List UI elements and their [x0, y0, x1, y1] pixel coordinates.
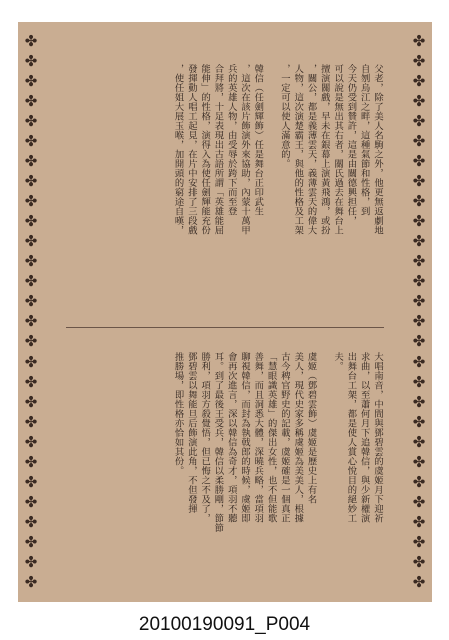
text-column: 自刎烏江之畔，這種氣節和性格，到 — [358, 64, 370, 216]
text-column: 合拜將，十足表現出古語所謂「英雄能屈 — [212, 64, 224, 235]
ornament-icon: ✤ — [412, 52, 426, 71]
ornament-icon: ✤ — [412, 572, 426, 590]
ornament-icon: ✤ — [412, 132, 426, 151]
text-column: 「慧眼識英雄」的傑出女性，也不但能歌 — [265, 352, 277, 523]
text-column: ，一定可以使人滿意的。 — [278, 64, 290, 169]
ornament-icon: ✤ — [412, 72, 426, 91]
text-column — [264, 64, 277, 334]
ornament-icon: ✤ — [24, 92, 38, 111]
ornament-icon: ✤ — [412, 212, 426, 231]
text-column: 求曲，以至蕭何月下追韓信，與少新權演 — [358, 352, 370, 523]
ornament-icon: ✤ — [24, 72, 38, 91]
text-column — [318, 352, 331, 588]
ornament-icon: ✤ — [24, 112, 38, 131]
ornament-icon: ✤ — [24, 572, 38, 590]
ornament-icon: ✤ — [24, 412, 38, 431]
ornament-icon: ✤ — [24, 212, 38, 231]
ornament-icon: ✤ — [24, 292, 38, 311]
text-column: 發揮動人唱工起見，在片中安排了三段戲 — [185, 64, 197, 235]
text-column: 兵的英雄人物，由受辱於跨下而至登 — [225, 64, 237, 216]
text-column: 推勝場，即性格亦恰如其份。 — [172, 352, 184, 476]
ornament-icon: ✤ — [412, 272, 426, 291]
text-column: 今天仍受到贊許，這是由關德興担任， — [345, 64, 357, 226]
ornament-icon: ✤ — [412, 112, 426, 131]
ornament-icon: ✤ — [412, 92, 426, 111]
text-column: 勝利，項羽方殺覺悟，但已悔之不及了， — [199, 352, 211, 523]
ornament-icon: ✤ — [412, 152, 426, 171]
text-column: 韓信（任劍輝飾）任是舞台正印武生 — [252, 64, 264, 216]
ornament-icon: ✤ — [412, 292, 426, 311]
text-column: 人物，這次演楚霸王，與他的性格及工架 — [292, 64, 304, 235]
page-caption: 20100190091_P004 — [138, 614, 311, 635]
text-column: 大唱南音，中間與鄧碧雲的虞姬月下迎祈 — [372, 352, 383, 523]
ornament-icon: ✤ — [24, 472, 38, 491]
ornament-icon: ✤ — [24, 352, 38, 371]
text-column: 鄧碧雲以舞能旦后飾演此角，不但發揮 — [185, 352, 197, 514]
ornament-icon: ✤ — [412, 492, 426, 511]
text-column: 出舞台工架，都是使人賞心悅目的絕妙工 — [345, 352, 357, 523]
ornament-icon: ✤ — [24, 452, 38, 471]
ornament-icon: ✤ — [412, 34, 426, 50]
article-bottom-block — [171, 352, 384, 588]
ornament-icon: ✤ — [412, 232, 426, 251]
ornament-icon: ✤ — [412, 432, 426, 451]
ornament-icon: ✤ — [24, 252, 38, 271]
ornament-icon: ✤ — [24, 492, 38, 511]
text-column: 古今稗官野史的記載，虞姬確是一個真正 — [278, 352, 290, 523]
left-ornament-border — [22, 34, 40, 590]
text-column: 擅演關戲，早未在銀幕上演黃飛鴻，或扮 — [318, 64, 330, 235]
ornament-icon: ✤ — [24, 172, 38, 191]
text-column: ，這次在該片飾演外來協助，內蒙十萬甲 — [239, 64, 251, 235]
document-page — [18, 22, 432, 602]
ornament-icon: ✤ — [24, 232, 38, 251]
article-top-block — [171, 64, 384, 334]
text-column: 能伸」的性格，演得入為使任劍輝能充份 — [199, 64, 211, 235]
ornament-icon: ✤ — [412, 372, 426, 391]
ornament-icon: ✤ — [412, 312, 426, 331]
text-column: 可以說是無出其右者，關氏過去在舞台上 — [332, 64, 344, 235]
ornament-icon: ✤ — [24, 34, 38, 50]
text-column: 父老，除了美人名駒之外，他更無返劇地 — [372, 64, 383, 235]
text-column: 耳。到了最後王受兵，韓信以柔勝剛，節節 — [212, 352, 224, 533]
ornament-icon: ✤ — [24, 512, 38, 531]
text-column: 虞姬（鄧碧雲飾）虞姬是歷史上有名 — [305, 352, 317, 504]
ornament-icon: ✤ — [24, 152, 38, 171]
text-column: 美人，現代史家多稱虞姬為美美人，根據 — [292, 352, 304, 523]
ornament-icon: ✤ — [24, 432, 38, 451]
ornament-icon: ✤ — [412, 352, 426, 371]
text-column: 會再次進言，深以韓信為奇才，項羽不聽 — [225, 352, 237, 523]
ornament-icon: ✤ — [24, 372, 38, 391]
ornament-icon: ✤ — [24, 132, 38, 151]
text-column: 善舞，而且洞悉大體，深曉兵略，當項羽 — [252, 352, 264, 523]
right-ornament-border — [410, 34, 428, 590]
ornament-icon: ✤ — [412, 332, 426, 351]
ornament-icon: ✤ — [412, 412, 426, 431]
ornament-icon: ✤ — [24, 312, 38, 331]
ornament-icon: ✤ — [24, 532, 38, 551]
ornament-icon: ✤ — [412, 532, 426, 551]
text-column: ，使任姐大展玉喉，加開頭的窮途自嘆， — [172, 64, 184, 235]
ornament-icon: ✤ — [412, 552, 426, 571]
ornament-icon: ✤ — [412, 252, 426, 271]
ornament-icon: ✤ — [412, 512, 426, 531]
ornament-icon: ✤ — [412, 172, 426, 191]
ornament-icon: ✤ — [24, 392, 38, 411]
ornament-icon: ✤ — [412, 452, 426, 471]
ornament-icon: ✤ — [24, 552, 38, 571]
text-column: ，關公，都是義薄雲天，義薄雲天的偉大 — [305, 64, 317, 235]
ornament-icon: ✤ — [24, 192, 38, 211]
text-column: 夫。 — [332, 352, 344, 371]
ornament-icon: ✤ — [412, 392, 426, 411]
ornament-icon: ✤ — [412, 192, 426, 211]
divider-rule — [66, 327, 384, 328]
ornament-icon: ✤ — [24, 332, 38, 351]
ornament-icon: ✤ — [24, 272, 38, 291]
text-column: 聊視韓信，而封為執戟郎的時候，虞姬即 — [239, 352, 251, 523]
ornament-icon: ✤ — [412, 472, 426, 491]
ornament-icon: ✤ — [24, 52, 38, 71]
